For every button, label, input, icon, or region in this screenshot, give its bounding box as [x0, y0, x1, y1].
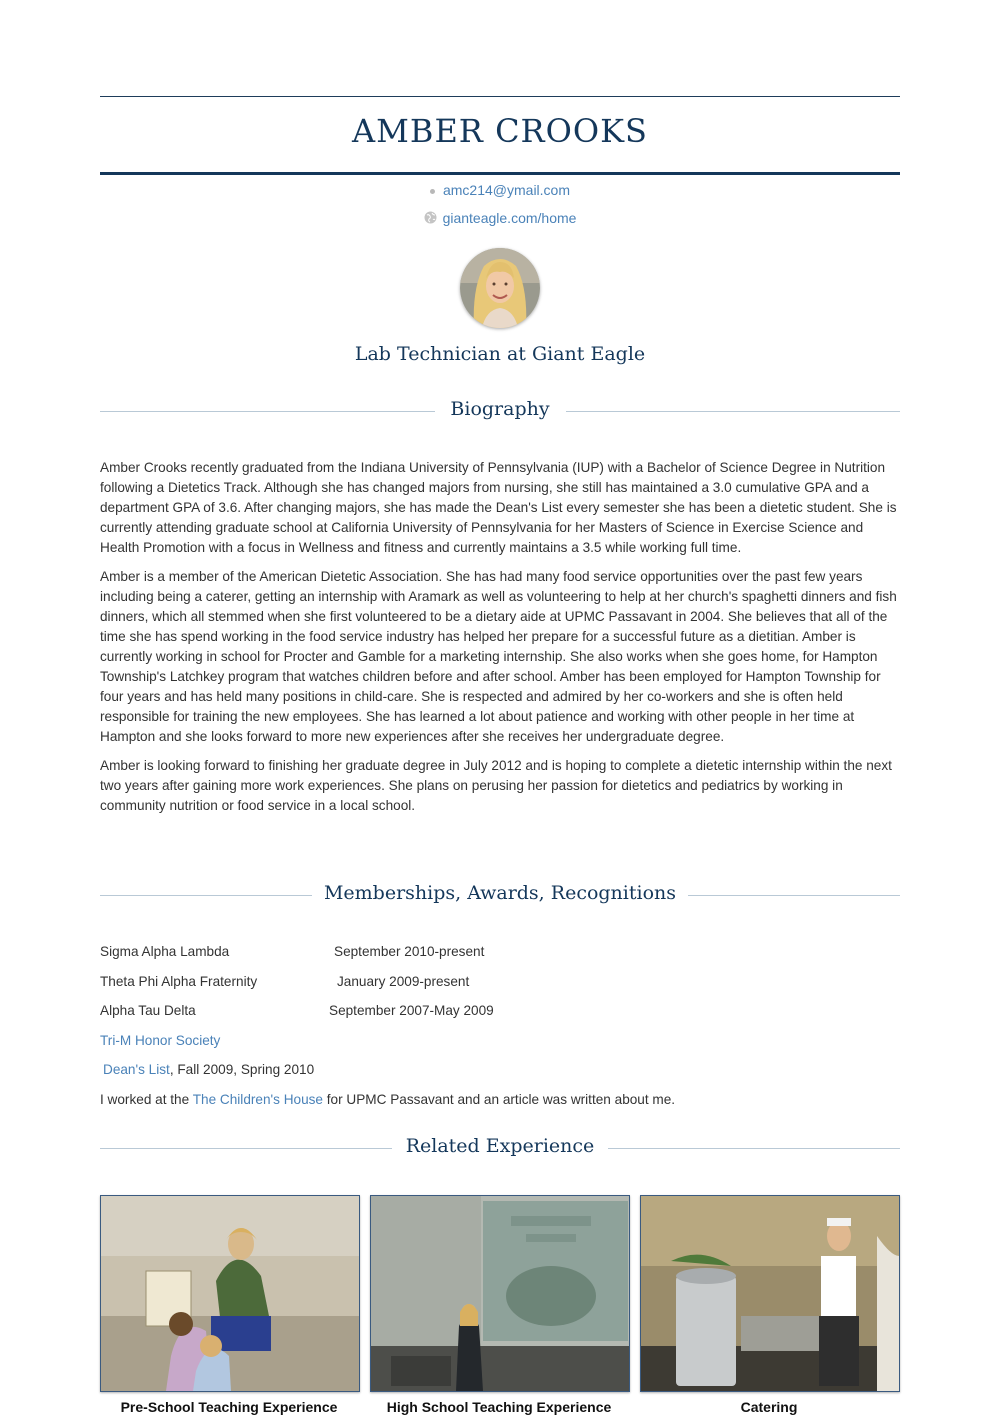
membership-row	[100, 972, 900, 1002]
top-rule	[100, 96, 900, 97]
experience-caption: Pre-School Teaching Experience	[120, 1399, 338, 1415]
avatar	[460, 248, 540, 328]
biography-header	[100, 396, 900, 426]
worked-line	[100, 1090, 675, 1110]
experience-caption: High School Teaching Experience	[386, 1399, 612, 1415]
email-link[interactable]: amc214@ymail.com	[442, 182, 571, 198]
email-row	[100, 182, 900, 198]
experience-card[interactable]	[370, 1195, 628, 1415]
website-row	[100, 210, 900, 227]
section-title: Memberships, Awards, Recognitions	[323, 882, 677, 904]
membership-date: September 2007-May 2009	[329, 1003, 494, 1018]
person-name: AMBER CROOKS	[352, 112, 648, 150]
membership-name: Theta Phi Alpha Fraternity	[100, 973, 258, 989]
bio-paragraph: Amber is a member of the American Dietetic Association. She has had many food service opportunities over the past few years including being a caterer, getting an internship with Aramark as well as volunteering to help at her church's spaghetti dinners and fish dinners, which all stemmed when she first volunteered to be a dietary aide at UPMC Passavant in 2004. She believes that all of the time she has spend working in the food service industry has helped her prepare for a successful future as a dietitian. Amber is currently working in school for Procter and Gamble for a marketing internship. She also works when she goes home, for Hampton Township's Latchkey program that watches children before and after school. Amber has been employed for Hampton Township for four years and has held many positions in child-care. She is respected and admired by her co-workers and she is often held responsible for training the new employees. She has learned a lot about patience and working with other people in her time at Hampton and she looks forward to more new experiences after she receives her undergraduate degree.	[100, 569, 897, 744]
website-link[interactable]: gianteagle.com/home	[442, 210, 577, 226]
membership-row	[100, 1031, 900, 1061]
section-title: Related Experience	[405, 1135, 595, 1157]
experience-photo	[370, 1195, 630, 1392]
bio-paragraph: Amber is looking forward to finishing her graduate degree in July 2012 and is hoping to complete a dietetic internship within the next two years after gaining more work experiences. She plans on perusing her passion for dietetics and pediatrics by working in community nutrition or food service in a local school.	[100, 758, 892, 813]
membership-row	[100, 1060, 900, 1090]
worked-suffix: for UPMC Passavant and an article was written about me.	[323, 1091, 676, 1107]
membership-row	[100, 1001, 900, 1031]
memberships-header	[100, 880, 900, 910]
section-title: Biography	[450, 398, 550, 420]
headline: Lab Technician at Giant Eagle	[354, 343, 646, 365]
membership-date: January 2009-present	[337, 973, 470, 989]
experience-caption: Catering	[740, 1399, 798, 1415]
membership-name: Sigma Alpha Lambda	[100, 944, 230, 959]
worked-prefix: I worked at the	[100, 1091, 193, 1107]
experience-photo	[640, 1195, 900, 1392]
experience-header	[100, 1133, 900, 1163]
experience-card[interactable]	[100, 1195, 358, 1415]
bio-paragraph: Amber Crooks recently graduated from the Indiana University of Pennsylvania (IUP) with a Bachelor of Science Degree in Nutrition following a Dietetics Track. Although she has changed majors from nursing, she still has maintained a 3.0 cumulative GPA and a department GPA of 3.6. After changing majors, she has made the Dean's List every semester she has been a dietetic student. She is currently attending graduate school at California University of Pennsylvania for her Masters of Science in Exercise Science and Health Promotion with a focus in Wellness and fitness and currently maintains a 3.5 while working full time.	[100, 460, 897, 555]
email-icon	[430, 189, 435, 194]
experience-photo	[100, 1195, 360, 1392]
membership-date: September 2010-present	[334, 944, 485, 959]
childrens-house-link[interactable]: The Children's House	[192, 1091, 323, 1107]
membership-row	[100, 1090, 900, 1120]
deans-list-line	[103, 1060, 314, 1080]
membership-row	[100, 942, 900, 972]
deans-list-link[interactable]: Dean's List	[103, 1062, 170, 1077]
memberships-list	[100, 942, 900, 1119]
experience-card[interactable]	[640, 1195, 898, 1415]
biography-text	[100, 458, 900, 816]
deans-list-text: , Fall 2009, Spring 2010	[169, 1062, 315, 1077]
bottom-rule	[100, 172, 900, 175]
globe-icon	[424, 211, 437, 227]
membership-name: Alpha Tau Delta	[100, 1003, 196, 1018]
tri-m-link[interactable]: Tri-M Honor Society	[100, 1032, 221, 1048]
